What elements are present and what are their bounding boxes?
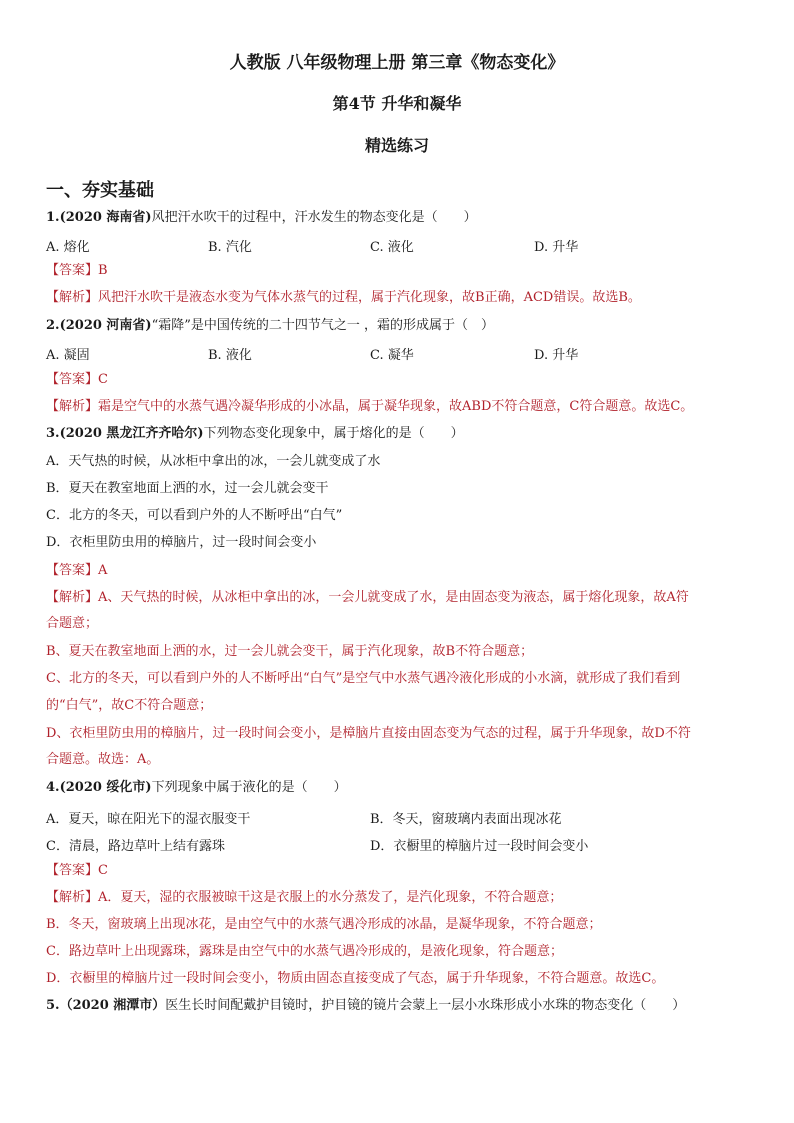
analysis-line: B、夏天在教室地面上洒的水，过一会儿就会变干，属于汽化现象，故B不符合题意；: [46, 644, 534, 659]
answer-label: 【答案】: [46, 263, 99, 278]
section-title: 第4节 升华和凝华: [332, 94, 462, 113]
question-source: (2020 海南省): [59, 210, 152, 225]
question-text: 下列现象中属于液化的是（ ）: [151, 780, 347, 795]
analysis-3: [46, 588, 689, 608]
option-c: C．清晨，路边草叶上结有露珠: [46, 839, 225, 854]
question-text: 下列物态变化现象中，属于熔化的是（ ）: [203, 426, 464, 441]
question-number: 5.: [46, 998, 60, 1013]
option-b: B．冬天，窗玻璃内表面出现冰花: [370, 812, 562, 827]
question-number: 3.: [46, 426, 60, 441]
analysis-4: [46, 888, 562, 908]
question-number: 1.: [46, 210, 60, 225]
answer-label: 【答案】: [46, 372, 99, 387]
option-b: B．夏天在教室地面上洒的水，过一会儿就会变干: [46, 481, 329, 496]
analysis-2: [46, 397, 693, 417]
option-c: C．北方的冬天，可以看到户外的人不断呼出“白气”: [46, 508, 343, 523]
question-number: 4.: [46, 780, 60, 795]
analysis-line: B．冬天，窗玻璃上出现冰花，是由空气中的水蒸气遇冷形成的冰晶，是凝华现象，不符合题意；: [46, 917, 602, 932]
analysis-text: 霜是空气中的水蒸气遇冷凝华形成的小冰晶，属于凝华现象，故ABD不符合题意，C符合题意。故选C。: [98, 399, 694, 414]
answer-2: [46, 370, 108, 390]
answer-value: B: [98, 263, 108, 278]
answer-value: C: [98, 863, 108, 878]
option-a: A．夏天，晾在阳光下的湿衣服变干: [46, 812, 251, 827]
analysis-line: C．路边草叶上出现露珠，露珠是由空气中的水蒸气遇冷形成的，是液化现象，符合题意；: [46, 944, 563, 959]
question-5: [46, 996, 685, 1016]
analysis-text: A、天气热的时候，从冰柜中拿出的冰，一会儿就变成了水，是由固态变为液态，属于熔化现象，故A符: [98, 590, 689, 605]
question-source: （2020 湘潭市）: [59, 998, 166, 1013]
analysis-line: D、衣柜里防虫用的樟脑片，过一段时间会变小，是樟脑片直接由固态变为气态的过程，属于升华现象，故D不符: [46, 726, 691, 741]
option-b: B. 汽化: [208, 240, 252, 255]
question-text: 风把汗水吹干的过程中，汗水发生的物态变化是（ ）: [151, 210, 477, 225]
answer-label: 【答案】: [46, 563, 99, 578]
option-a: A. 熔化: [46, 240, 90, 255]
option-d: D．衣橱里的樟脑片过一段时间会变小: [370, 839, 589, 854]
question-text: 医生长时间配戴护目镜时，护目镜的镜片会蒙上一层小水珠形成小水珠的物态变化（ ）: [165, 998, 686, 1013]
analysis-label: 【解析】: [46, 399, 99, 414]
question-3: [46, 424, 464, 444]
analysis-label: 【解析】: [46, 890, 99, 905]
answer-value: C: [98, 372, 108, 387]
analysis-text: A．夏天，湿的衣服被晾干这是衣服上的水分蒸发了，是汽化现象，不符合题意；: [98, 890, 563, 905]
analysis-line: D．衣橱里的樟脑片过一段时间会变小，物质由固态直接变成了气态，属于升华现象，不符合题意。故选C。: [46, 971, 665, 986]
question-2: [46, 316, 494, 336]
answer-4: [46, 861, 108, 881]
analysis-label: 【解析】: [46, 290, 99, 305]
option-c: C. 液化: [370, 240, 414, 255]
option-d: D. 升华: [534, 240, 579, 255]
analysis-label: 【解析】: [46, 590, 99, 605]
question-source: (2020 黑龙江齐齐哈尔): [59, 426, 204, 441]
analysis-line: 合题意。故选：A。: [46, 752, 160, 767]
question-source: (2020 绥化市): [59, 780, 152, 795]
option-d: D．衣柜里防虫用的樟脑片，过一段时间会变小: [46, 535, 317, 550]
option-b: B. 液化: [208, 348, 252, 363]
document-subtitle: 精选练习: [364, 136, 429, 155]
question-4: [46, 778, 347, 798]
analysis-line: 合题意；: [46, 616, 99, 631]
answer-1: [46, 261, 108, 281]
option-a: A. 凝固: [46, 348, 90, 363]
question-1: [46, 208, 477, 228]
document-title: 人教版 八年级物理上册 第三章《物态变化》: [229, 53, 565, 73]
analysis-text: 风把汗水吹干是液态水变为气体水蒸气的过程，属于汽化现象，故B正确，ACD错误。故选B。: [98, 290, 641, 305]
answer-3: [46, 561, 107, 581]
question-number: 2.: [46, 318, 60, 333]
answer-label: 【答案】: [46, 863, 99, 878]
question-text: “霜降”是中国传统的二十四节气之一 ，霜的形成属于（ ）: [151, 318, 495, 333]
option-a: A．天气热的时候，从冰柜中拿出的冰，一会儿就变成了水: [46, 454, 381, 469]
answer-value: A: [98, 563, 108, 578]
analysis-1: [46, 288, 641, 308]
option-d: D. 升华: [534, 348, 579, 363]
question-source: (2020 河南省): [59, 318, 152, 333]
part-title: 一、夯实基础: [46, 180, 154, 201]
option-c: C. 凝华: [370, 348, 414, 363]
analysis-line: 的“白气”，故C不符合题意；: [46, 698, 213, 713]
analysis-line: C、北方的冬天，可以看到户外的人不断呼出“白气”是空气中水蒸气遇冷液化形成的小水滴，就形成了我们看到: [46, 671, 681, 686]
